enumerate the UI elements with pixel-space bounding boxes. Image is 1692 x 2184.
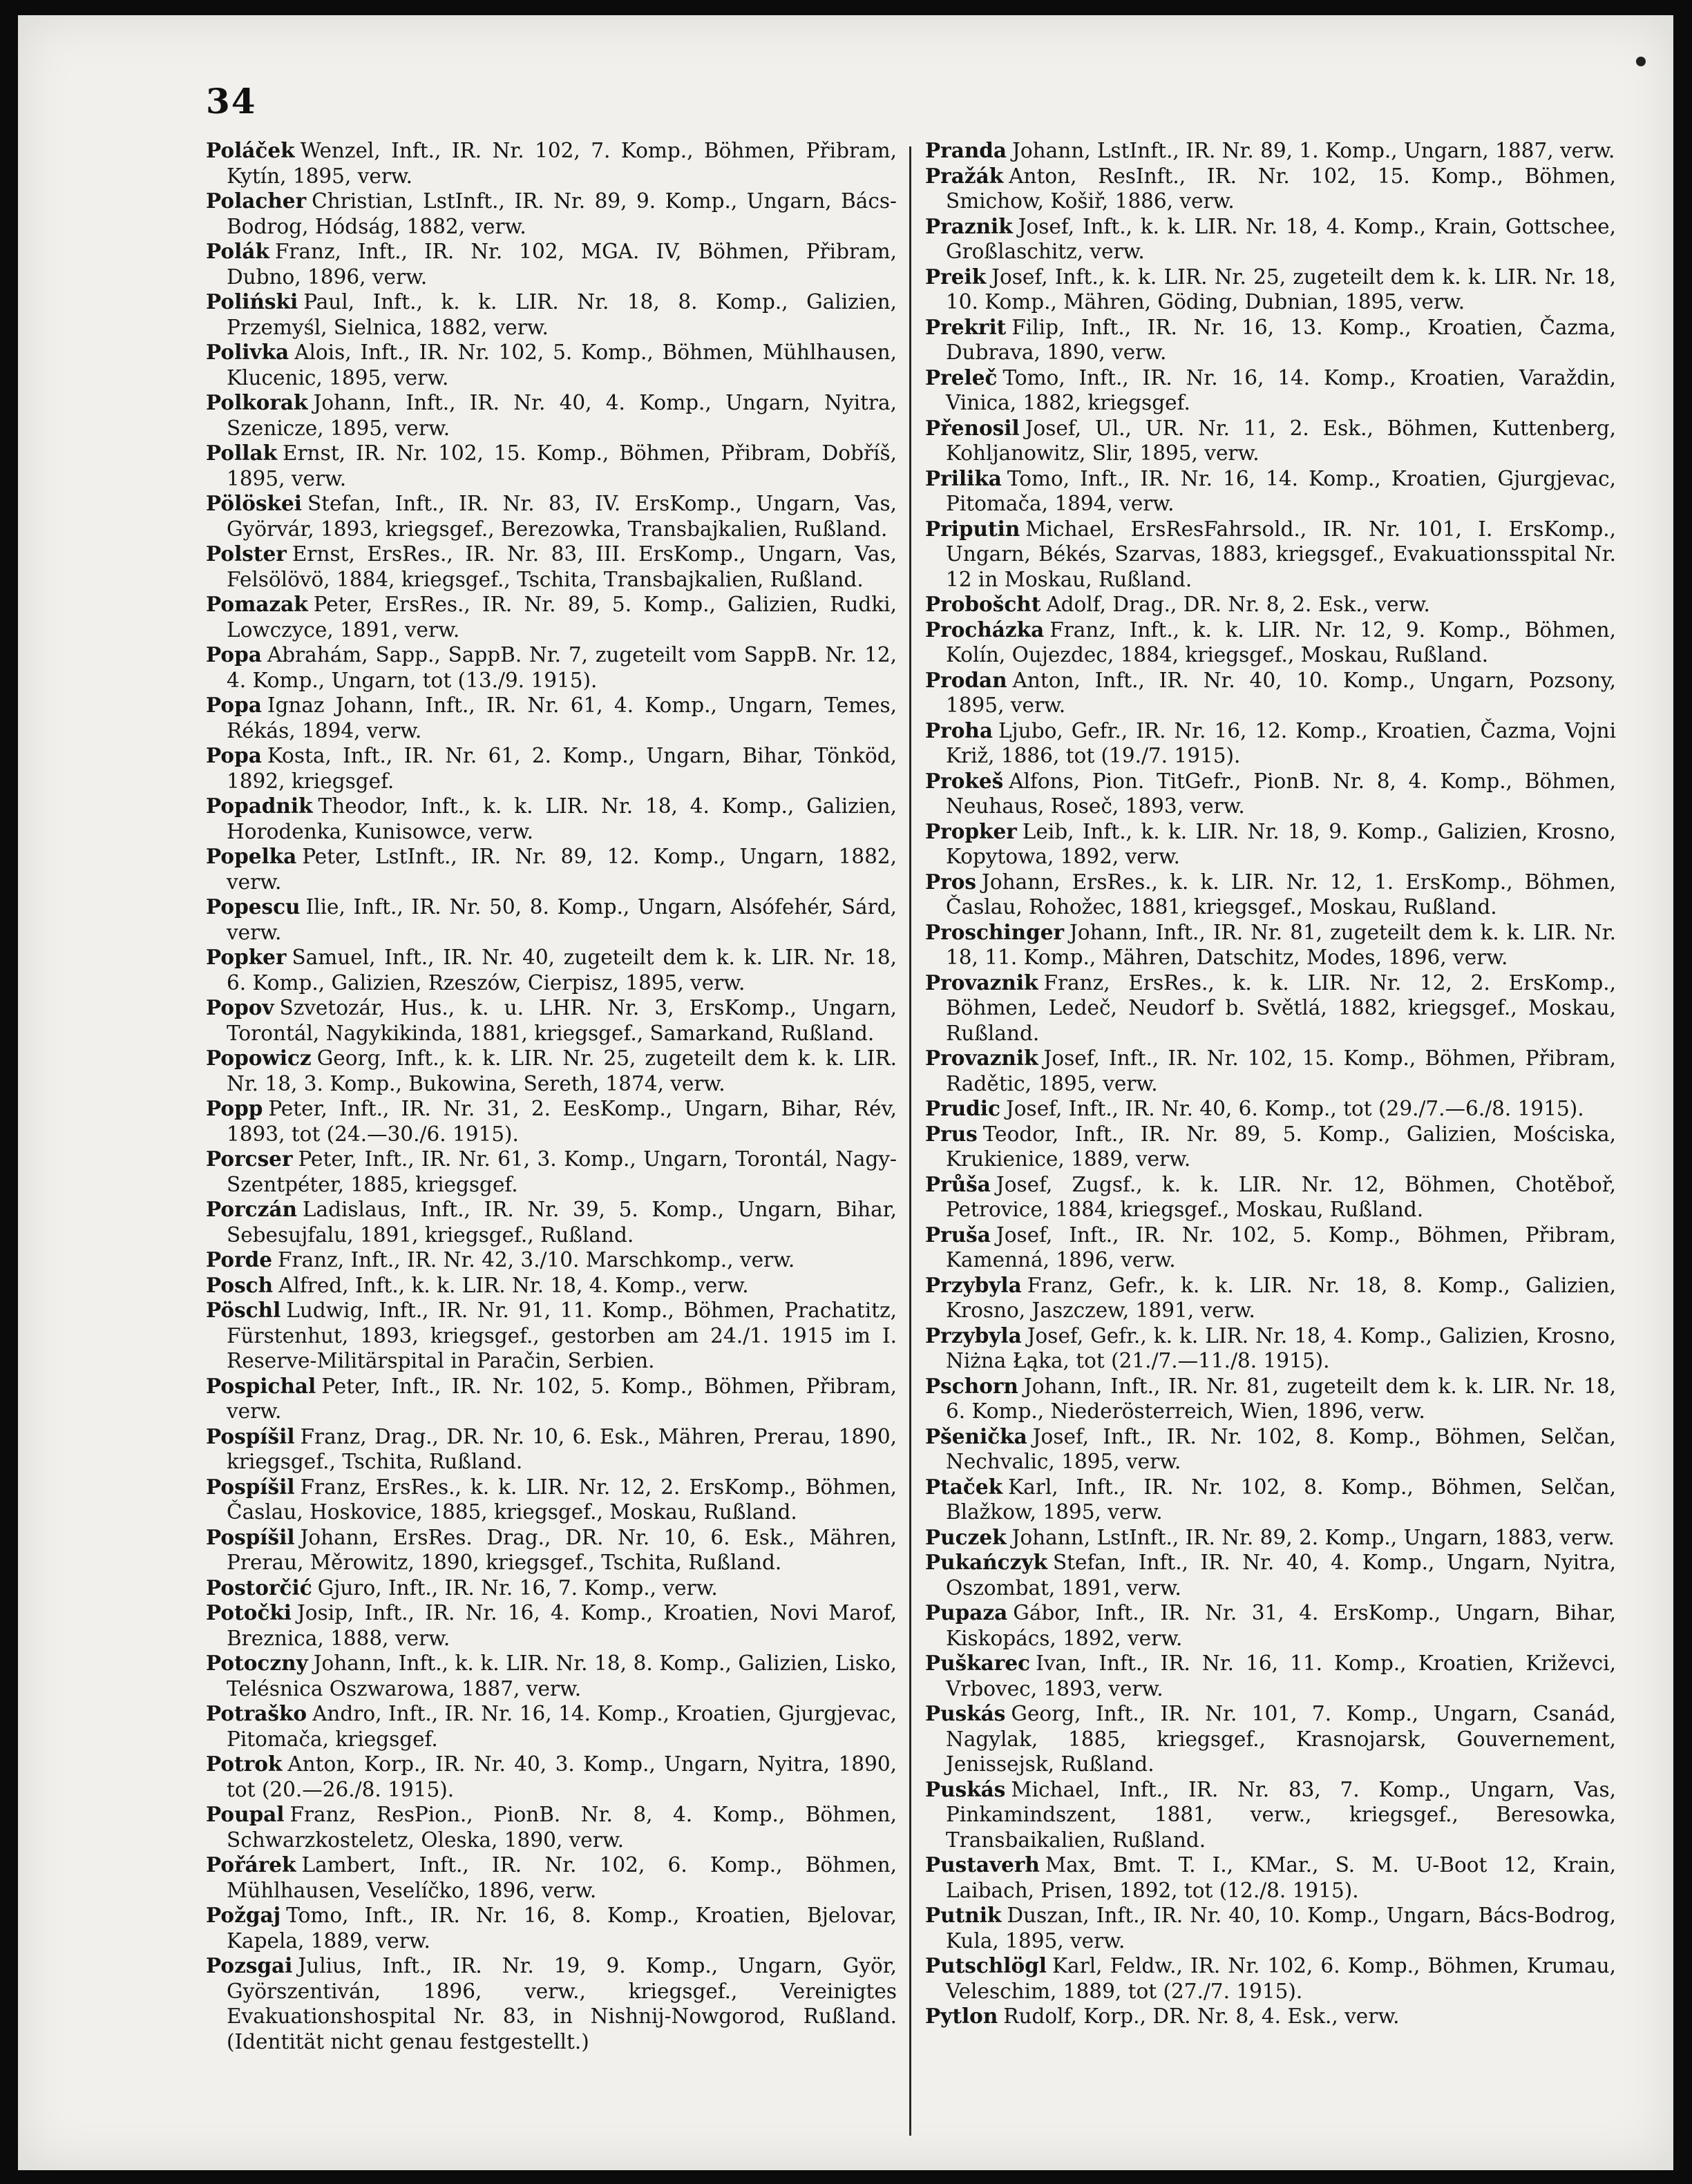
entry-details: Peter, Inft., IR. Nr. 102, 5. Komp., Böhmen, Přibram, verw. — [227, 1374, 897, 1423]
entry-details: Abrahám, Sapp., SappB. Nr. 7, zugeteilt vom SappB. Nr. 12, 4. Komp., Ungarn, tot (13./9. 1915). — [227, 643, 897, 692]
list-entry — [925, 718, 1616, 769]
entry-surname: Pustaverh — [925, 1852, 1040, 1877]
entry-surname: Potraško — [206, 1701, 307, 1725]
entry-details: Tomo, Inft., IR. Nr. 16, 14. Komp., Kroatien, Varaždin, Vinica, 1882, kriegsgef. — [946, 365, 1616, 414]
entry-surname: Proha — [925, 718, 993, 743]
list-entry — [925, 1852, 1616, 1903]
entry-surname: Pollak — [206, 441, 278, 465]
list-entry — [925, 1475, 1616, 1525]
list-entry — [925, 920, 1616, 970]
list-entry — [925, 1096, 1616, 1122]
entry-surname: Posch — [206, 1272, 274, 1297]
entry-surname: Putnik — [925, 1903, 1002, 1927]
entry-details: Georg, Inft., IR. Nr. 101, 7. Komp., Ungarn, Csanád, Nagylak, 1885, kriegsgef., Krasnojarsk, Gouvernement, Jenissejsk, Rußland. — [946, 1702, 1616, 1776]
entry-details: Ernst, ErsRes., IR. Nr. 83, III. ErsKomp., Ungarn, Vas, Felsölövö, 1884, kriegsgef., Tschita, Transbajkalien, Rußland. — [227, 542, 897, 591]
entry-surname: Preleč — [925, 365, 998, 390]
entry-details: Josef, Inft., IR. Nr. 102, 5. Komp., Böhmen, Přibram, Kamenná, 1896, verw. — [946, 1223, 1616, 1272]
entry-details: Duszan, Inft., IR. Nr. 40, 10. Komp., Ungarn, Bács-Bodrog, Kula, 1895, verw. — [946, 1904, 1616, 1953]
entry-surname: Prilika — [925, 466, 1002, 490]
entry-surname: Prokeš — [925, 768, 1004, 793]
list-entry — [925, 164, 1616, 214]
list-entry — [206, 1752, 897, 1802]
entry-details: Ivan, Inft., IR. Nr. 16, 11. Komp., Kroatien, Križevci, Vrbovec, 1893, verw. — [946, 1651, 1616, 1701]
entry-surname: Puškarec — [925, 1651, 1031, 1675]
entry-surname: Popker — [206, 945, 287, 969]
entry-surname: Polster — [206, 542, 287, 566]
entry-surname: Popp — [206, 1096, 263, 1120]
entry-surname: Priputin — [925, 516, 1020, 541]
entry-surname: Pšenička — [925, 1424, 1027, 1448]
ink-speck — [1636, 57, 1646, 66]
entry-surname: Poupal — [206, 1802, 285, 1826]
document-page — [18, 15, 1673, 2170]
entry-details: Alfred, Inft., k. k. LIR. Nr. 18, 4. Komp., verw. — [278, 1273, 749, 1297]
list-entry — [925, 1172, 1616, 1223]
entry-details: Teodor, Inft., IR. Nr. 89, 5. Komp., Galizien, Mościska, Krukienice, 1889, verw. — [946, 1122, 1616, 1171]
page-number: 34 — [206, 81, 257, 122]
list-entry — [206, 1953, 897, 2054]
entry-details: Anton, Inft., IR. Nr. 40, 10. Komp., Ungarn, Pozsony, 1895, verw. — [946, 668, 1616, 717]
entry-details: Josef, Zugsf., k. k. LIR. Nr. 12, Böhmen, Chotěboř, Petrovice, 1884, kriegsgef., Moskau, Rußland. — [946, 1172, 1616, 1221]
entry-details: Tomo, Inft., IR. Nr. 16, 14. Komp., Kroatien, Gjurgjevac, Pitomača, 1894, verw. — [946, 466, 1616, 515]
list-entry — [206, 239, 897, 289]
entry-surname: Potoczny — [206, 1651, 308, 1675]
list-entry — [925, 1374, 1616, 1424]
list-entry — [925, 365, 1616, 416]
entry-details: Josef, Inft., k. k. LIR. Nr. 25, zugeteilt dem k. k. LIR. Nr. 18, 10. Komp., Mähren, Göding, Dubnian, 1895, verw. — [946, 265, 1616, 314]
entry-surname: Porczán — [206, 1197, 297, 1221]
list-entry — [925, 1701, 1616, 1777]
entry-details: Franz, Inft., k. k. LIR. Nr. 12, 9. Komp., Böhmen, Kolín, Oujezdec, 1884, kriegsgef., Moskau, Rußland. — [946, 617, 1616, 667]
entry-surname: Popowicz — [206, 1046, 312, 1070]
entry-surname: Przybyla — [925, 1323, 1022, 1348]
entry-surname: Propker — [925, 818, 1017, 843]
entry-details: Johann, LstInft., IR. Nr. 89, 2. Komp., Ungarn, 1883, verw. — [1011, 1525, 1615, 1549]
list-entry — [925, 1273, 1616, 1323]
entry-details: Theodor, Inft., k. k. LIR. Nr. 18, 4. Komp., Galizien, Horodenka, Kunisowce, verw. — [227, 794, 897, 843]
list-entry — [206, 1701, 897, 1752]
entry-surname: Popa — [206, 693, 262, 717]
entry-surname: Potočki — [206, 1600, 292, 1625]
list-entry — [206, 592, 897, 642]
entry-surname: Puskás — [925, 1776, 1006, 1801]
entry-surname: Popa — [206, 743, 262, 767]
entry-details: Julius, Inft., IR. Nr. 19, 9. Komp., Ungarn, Györ, Györszentiván, 1896, verw., kriegsgef., Vereinigtes Evakuationshospital Nr. 83, in Nishnij-Nowgorod, Rußland. (Identität nicht genau festgestellt.) — [227, 1954, 897, 2053]
entry-details: Franz, Drag., DR. Nr. 10, 6. Esk., Mähren, Prerau, 1890, kriegsgef., Tschita, Rußland. — [227, 1424, 897, 1473]
entry-details: Michael, ErsResFahrsold., IR. Nr. 101, I. ErsKomp., Ungarn, Békés, Szarvas, 1883, kriegsgef., Evakuationsspital Nr. 12 in Moskau, Rußland. — [946, 517, 1616, 591]
entry-surname: Pölöskei — [206, 491, 302, 515]
list-entry — [206, 289, 897, 340]
entry-surname: Postorčić — [206, 1575, 312, 1600]
entry-surname: Pukańczyk — [925, 1550, 1047, 1574]
entry-details: Josef, Inft., k. k. LIR. Nr. 18, 4. Komp., Krain, Gottschee, Großlaschitz, verw. — [946, 214, 1616, 263]
list-entry — [206, 542, 897, 592]
entry-details: Andro, Inft., IR. Nr. 16, 14. Komp., Kroatien, Gjurgjevac, Pitomača, kriegsgef. — [227, 1702, 897, 1751]
list-entry — [206, 1525, 897, 1575]
list-entry — [925, 214, 1616, 265]
entry-details: Karl, Inft., IR. Nr. 102, 8. Komp., Böhmen, Selčan, Blažkow, 1895, verw. — [946, 1475, 1616, 1524]
entry-surname: Pranda — [925, 138, 1007, 162]
entry-surname: Pruša — [925, 1222, 991, 1247]
entry-details: Johann, LstInft., IR. Nr. 89, 1. Komp., Ungarn, 1887, verw. — [1012, 139, 1615, 162]
list-entry — [925, 416, 1616, 466]
left-column — [206, 138, 897, 2054]
entry-details: Josef, Inft., IR. Nr. 102, 8. Komp., Böhmen, Selčan, Nechvalic, 1895, verw. — [946, 1424, 1616, 1473]
entry-details: Max, Bmt. T. I., KMar., S. M. U-Boot 12, Krain, Laibach, Prisen, 1892, tot (12./8. 1915). — [946, 1853, 1616, 1902]
entry-details: Josef, Ul., UR. Nr. 11, 2. Esk., Böhmen, Kuttenberg, Kohljanowitz, Slir, 1895, verw. — [946, 416, 1616, 465]
list-entry — [206, 1247, 897, 1273]
list-entry — [925, 1953, 1616, 2004]
entry-surname: Puskás — [925, 1701, 1006, 1725]
column-divider — [909, 146, 911, 2136]
entry-surname: Poláček — [206, 138, 295, 162]
list-entry — [206, 1600, 897, 1651]
list-entry — [206, 1903, 897, 1953]
list-entry — [206, 743, 897, 794]
entry-details: Peter, Inft., IR. Nr. 61, 3. Komp., Ungarn, Torontál, Nagy-Szentpéter, 1885, kriegsgef. — [227, 1147, 897, 1196]
entry-details: Johann, ErsRes., k. k. LIR. Nr. 12, 1. ErsKomp., Böhmen, Časlau, Rohožec, 1881, kriegsgef., Moskau, Rußland. — [946, 870, 1616, 919]
entry-details: Johann, ErsRes. Drag., DR. Nr. 10, 6. Esk., Mähren, Prerau, Měrowitz, 1890, kriegsgef., Tschita, Rußland. — [227, 1525, 897, 1574]
list-entry — [925, 769, 1616, 819]
entry-details: Josip, Inft., IR. Nr. 16, 4. Komp., Kroatien, Novi Marof, Breznica, 1888, verw. — [227, 1601, 897, 1650]
entry-surname: Pschorn — [925, 1373, 1018, 1398]
list-entry — [925, 2004, 1616, 2029]
list-entry — [925, 1046, 1616, 1096]
list-entry — [206, 693, 897, 743]
entry-details: Stefan, Inft., IR. Nr. 83, IV. ErsKomp., Ungarn, Vas, Györvár, 1893, kriegsgef., Berezowka, Transbajkalien, Rußland. — [227, 492, 897, 541]
entry-details: Ladislaus, Inft., IR. Nr. 39, 5. Komp., Ungarn, Bihar, Sebesujfalu, 1891, kriegsgef., Rußland. — [227, 1198, 897, 1247]
entry-surname: Popov — [206, 995, 274, 1019]
entry-surname: Pozsgai — [206, 1953, 293, 1977]
right-column — [925, 138, 1616, 2029]
entry-surname: Prudic — [925, 1096, 1000, 1120]
list-entry — [925, 1424, 1616, 1475]
entry-details: Johann, Inft., IR. Nr. 81, zugeteilt dem k. k. LIR. Nr. 18, 6. Komp., Niederösterreich, Wien, 1896, verw. — [946, 1374, 1616, 1423]
list-entry — [925, 1323, 1616, 1374]
list-entry — [925, 1777, 1616, 1853]
entry-details: Johann, Inft., k. k. LIR. Nr. 18, 8. Komp., Galizien, Lisko, Telésnica Oszwarowa, 1887, verw. — [227, 1651, 897, 1701]
list-entry — [206, 945, 897, 995]
list-entry — [206, 1147, 897, 1197]
list-entry — [206, 491, 897, 542]
entry-details: Samuel, Inft., IR. Nr. 40, zugeteilt dem k. k. LIR. Nr. 18, 6. Komp., Galizien, Rzeszów, Cierpisz, 1895, verw. — [227, 946, 897, 995]
entry-details: Ljubo, Gefr., IR. Nr. 16, 12. Komp., Kroatien, Čazma, Vojni Križ, 1886, tot (19./7. 1915). — [946, 718, 1616, 767]
list-entry — [925, 1600, 1616, 1651]
list-entry — [925, 265, 1616, 315]
entry-details: Ignaz Johann, Inft., IR. Nr. 61, 4. Komp., Ungarn, Temes, Rékás, 1894, verw. — [227, 693, 897, 743]
entry-surname: Průša — [925, 1171, 991, 1196]
list-entry — [206, 794, 897, 844]
list-entry — [206, 1475, 897, 1525]
entry-details: Filip, Inft., IR. Nr. 16, 13. Komp., Kroatien, Čazma, Dubrava, 1890, verw. — [946, 315, 1616, 364]
entry-surname: Prekrit — [925, 314, 1007, 339]
entry-details: Ilie, Inft., IR. Nr. 50, 8. Komp., Ungarn, Alsófehér, Sárd, verw. — [227, 895, 897, 944]
entry-surname: Proschinger — [925, 919, 1065, 944]
list-entry — [206, 1651, 897, 1701]
entry-surname: Porcser — [206, 1147, 293, 1171]
entry-details: Adolf, Drag., DR. Nr. 8, 2. Esk., verw. — [1046, 593, 1430, 616]
entry-details: Anton, Korp., IR. Nr. 40, 3. Komp., Ungarn, Nyitra, 1890, tot (20.—26./8. 1915). — [227, 1752, 897, 1801]
list-entry — [206, 189, 897, 239]
entry-surname: Przybyla — [925, 1272, 1022, 1297]
entry-surname: Potrok — [206, 1752, 283, 1776]
entry-surname: Prus — [925, 1121, 978, 1146]
entry-details: Ludwig, Inft., IR. Nr. 91, 11. Komp., Böhmen, Prachatitz, Fürstenhut, 1893, kriegsgef., gestorben am 24./1. 1915 im I. Reserve-Militärspital in Paračin, Serbien. — [227, 1299, 897, 1372]
entry-surname: Popelka — [206, 844, 297, 868]
entry-surname: Puczek — [925, 1524, 1007, 1549]
entry-details: Franz, ResPion., PionB. Nr. 8, 4. Komp., Böhmen, Schwarzkosteletz, Oleska, 1890, verw. — [227, 1803, 897, 1852]
list-entry — [925, 617, 1616, 668]
entry-details: Rudolf, Korp., DR. Nr. 8, 4. Esk., verw. — [1003, 2004, 1400, 2028]
entry-surname: Popa — [206, 642, 262, 667]
list-entry — [925, 1903, 1616, 1953]
entry-surname: Pražák — [925, 163, 1004, 188]
list-entry — [206, 1096, 897, 1147]
entry-details: Gjuro, Inft., IR. Nr. 16, 7. Komp., verw. — [317, 1575, 718, 1600]
entry-details: Peter, ErsRes., IR. Nr. 89, 5. Komp., Galizien, Rudki, Lowczyce, 1891, verw. — [227, 593, 897, 642]
entry-details: Franz, Inft., IR. Nr. 42, 3./10. Marschkomp., verw. — [278, 1248, 795, 1272]
list-entry — [206, 390, 897, 441]
list-entry — [925, 819, 1616, 870]
entry-surname: Pupaza — [925, 1600, 1008, 1625]
entry-details: Anton, ResInft., IR. Nr. 102, 15. Komp., Böhmen, Smichow, Košiř, 1886, verw. — [946, 164, 1616, 213]
list-entry — [206, 441, 897, 491]
list-entry — [206, 1852, 897, 1903]
list-entry — [925, 870, 1616, 920]
list-entry — [925, 315, 1616, 365]
entry-surname: Polacher — [206, 189, 307, 213]
list-entry — [206, 1424, 897, 1475]
list-entry — [206, 844, 897, 894]
entry-surname: Pospichal — [206, 1373, 316, 1398]
list-entry — [206, 642, 897, 693]
entry-surname: Pospíšil — [206, 1524, 295, 1549]
entry-surname: Preik — [925, 264, 987, 289]
list-entry — [206, 894, 897, 945]
entry-details: Michael, Inft., IR. Nr. 83, 7. Komp., Ungarn, Vas, Pinkamindszent, 1881, verw., kriegsgef., Beresowka, Transbaikalien, Rußland. — [946, 1777, 1616, 1852]
list-entry — [925, 1122, 1616, 1172]
list-entry — [206, 1298, 897, 1374]
entry-details: Tomo, Inft., IR. Nr. 16, 8. Komp., Kroatien, Bjelovar, Kapela, 1889, verw. — [227, 1904, 897, 1953]
entry-surname: Porde — [206, 1247, 273, 1272]
entry-surname: Polkorak — [206, 390, 308, 414]
list-entry — [206, 340, 897, 390]
entry-details: Alois, Inft., IR. Nr. 102, 5. Komp., Böhmen, Mühlhausen, Klucenic, 1895, verw. — [227, 341, 897, 390]
entry-surname: Prodan — [925, 667, 1007, 692]
entry-details: Franz, Inft., IR. Nr. 102, MGA. IV, Böhmen, Přibram, Dubno, 1896, verw. — [227, 240, 897, 289]
list-entry — [925, 592, 1616, 617]
entry-details: Josef, Inft., IR. Nr. 102, 15. Komp., Böhmen, Přibram, Radětic, 1895, verw. — [946, 1046, 1616, 1095]
entry-surname: Pospíšil — [206, 1424, 295, 1448]
entry-details: Ernst, IR. Nr. 102, 15. Komp., Böhmen, Přibram, Dobříš, 1895, verw. — [227, 441, 897, 490]
entry-details: Wenzel, Inft., IR. Nr. 102, 7. Komp., Böhmen, Přibram, Kytín, 1895, verw. — [227, 139, 897, 188]
entry-surname: Pytlon — [925, 2004, 998, 2028]
entry-surname: Procházka — [925, 617, 1045, 642]
list-entry — [206, 1374, 897, 1424]
entry-surname: Popescu — [206, 894, 301, 919]
entry-surname: Ptaček — [925, 1474, 1003, 1499]
list-entry — [206, 1197, 897, 1247]
entry-surname: Poliński — [206, 289, 298, 314]
entry-details: Karl, Feldw., IR. Nr. 102, 6. Komp., Böhmen, Krumau, Veleschim, 1889, tot (27./7. 1915). — [946, 1954, 1616, 2003]
entry-details: Christian, LstInft., IR. Nr. 89, 9. Komp., Ungarn, Bács-Bodrog, Hódság, 1882, verw. — [227, 189, 897, 238]
entry-surname: Provaznik — [925, 1046, 1038, 1070]
entry-details: Josef, Inft., IR. Nr. 40, 6. Komp., tot (29./7.—6./8. 1915). — [1005, 1097, 1584, 1120]
list-entry — [925, 668, 1616, 718]
entry-surname: Putschlögl — [925, 1953, 1047, 1977]
entry-surname: Přenosil — [925, 415, 1020, 440]
list-entry — [925, 1525, 1616, 1551]
entry-details: Josef, Gefr., k. k. LIR. Nr. 18, 4. Komp., Galizien, Krosno, Niżna Łąka, tot (21./7.—11./8. 1915). — [946, 1323, 1616, 1372]
entry-details: Paul, Inft., k. k. LIR. Nr. 18, 8. Komp., Galizien, Przemyśl, Sielnica, 1882, verw. — [227, 290, 897, 339]
entry-details: Peter, Inft., IR. Nr. 31, 2. EesKomp., Ungarn, Bihar, Rév, 1893, tot (24.—30./6. 1915). — [227, 1097, 897, 1146]
entry-details: Lambert, Inft., IR. Nr. 102, 6. Komp., Böhmen, Mühlhausen, Veselíčko, 1896, verw. — [227, 1853, 897, 1902]
entry-details: Szvetozár, Hus., k. u. LHR. Nr. 3, ErsKomp., Ungarn, Torontál, Nagykikinda, 1881, kriegsgef., Samarkand, Rußland. — [227, 996, 897, 1045]
list-entry — [925, 1651, 1616, 1701]
entry-details: Stefan, Inft., IR. Nr. 40, 4. Komp., Ungarn, Nyitra, Oszombat, 1891, verw. — [946, 1551, 1616, 1600]
list-entry — [925, 138, 1616, 164]
list-entry — [925, 1223, 1616, 1273]
entry-surname: Praznik — [925, 213, 1013, 238]
entry-details: Franz, ErsRes., k. k. LIR. Nr. 12, 2. ErsKomp., Böhmen, Časlau, Hoskovice, 1885, kriegsgef., Moskau, Rußland. — [227, 1475, 897, 1524]
entry-surname: Probošcht — [925, 592, 1041, 616]
entry-details: Leib, Inft., k. k. LIR. Nr. 18, 9. Komp., Galizien, Krosno, Kopytowa, 1892, verw. — [946, 819, 1616, 868]
entry-surname: Provaznik — [925, 970, 1038, 995]
entry-details: Johann, Inft., IR. Nr. 40, 4. Komp., Ungarn, Nyitra, Szenicze, 1895, verw. — [227, 391, 897, 440]
entry-surname: Polák — [206, 239, 269, 263]
list-entry — [206, 1575, 897, 1601]
list-entry — [206, 995, 897, 1046]
list-entry — [925, 970, 1616, 1046]
entry-details: Johann, Inft., IR. Nr. 81, zugeteilt dem k. k. LIR. Nr. 18, 11. Komp., Mähren, Datschitz, Modes, 1896, verw. — [946, 920, 1616, 969]
entry-surname: Popadnik — [206, 794, 313, 818]
list-entry — [206, 138, 897, 189]
entry-details: Franz, Gefr., k. k. LIR. Nr. 18, 8. Komp., Galizien, Krosno, Jaszczew, 1891, verw. — [946, 1273, 1616, 1322]
entry-surname: Pöschl — [206, 1298, 281, 1322]
entry-surname: Pospíšil — [206, 1474, 295, 1499]
entry-details: Peter, LstInft., IR. Nr. 89, 12. Komp., Ungarn, 1882, verw. — [227, 845, 897, 894]
list-entry — [206, 1046, 897, 1096]
entry-surname: Pros — [925, 869, 977, 894]
entry-surname: Pomazak — [206, 592, 308, 616]
entry-surname: Požgaj — [206, 1903, 281, 1927]
entry-details: Alfons, Pion. TitGefr., PionB. Nr. 8, 4. Komp., Böhmen, Neuhaus, Roseč, 1893, verw. — [946, 769, 1616, 818]
entry-details: Georg, Inft., k. k. LIR. Nr. 25, zugeteilt dem k. k. LIR. Nr. 18, 3. Komp., Bukowina, Sereth, 1874, verw. — [227, 1046, 897, 1095]
list-entry — [925, 466, 1616, 517]
list-entry — [206, 1273, 897, 1299]
entry-surname: Pořárek — [206, 1852, 296, 1877]
entry-surname: Polivka — [206, 340, 289, 364]
entry-details: Kosta, Inft., IR. Nr. 61, 2. Komp., Ungarn, Bihar, Tönköd, 1892, kriegsgef. — [227, 744, 897, 793]
list-entry — [925, 1550, 1616, 1600]
entry-details: Franz, ErsRes., k. k. LIR. Nr. 12, 2. ErsKomp., Böhmen, Ledeč, Neudorf b. Světlá, 1882, kriegsgef., Moskau, Rußland. — [946, 970, 1616, 1045]
list-entry — [206, 1802, 897, 1852]
entry-details: Gábor, Inft., IR. Nr. 31, 4. ErsKomp., Ungarn, Bihar, Kiskopács, 1892, verw. — [946, 1601, 1616, 1650]
list-entry — [925, 517, 1616, 593]
